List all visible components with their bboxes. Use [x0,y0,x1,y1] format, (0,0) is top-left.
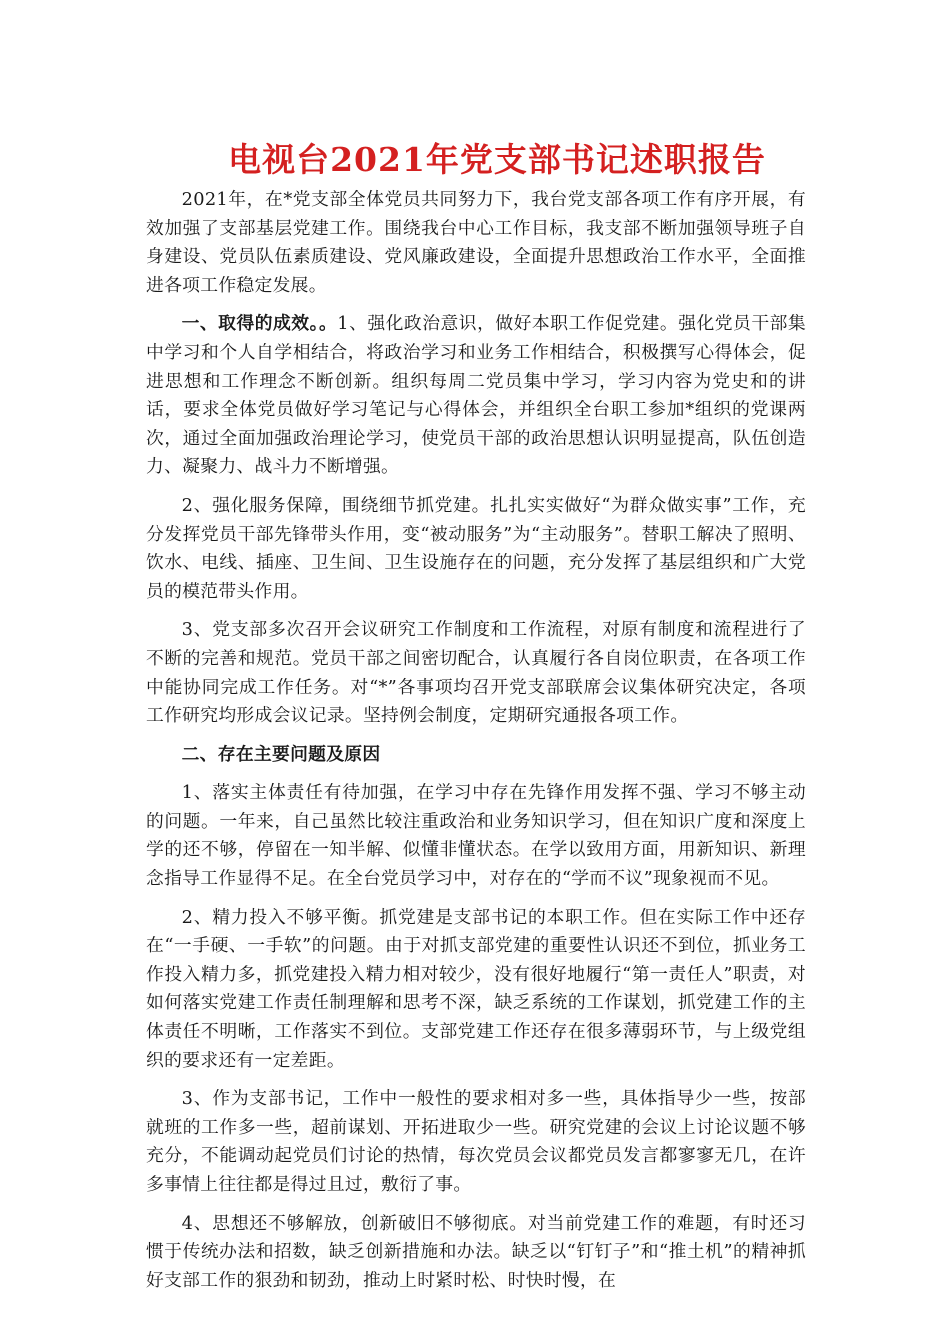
paragraph-service: 2、强化服务保障，围绕细节抓党建。扎扎实实做好“为群众做实事”工作，充分发挥党员干部先锋带头作用，变“被动服务”为“主动服务”。替职工解决了照明、饮水、电线、插座、卫生间、卫生设施存在的问题，充分发挥了基层组织和广大党员的模范带头作用。 [146,494,806,602]
section-heading-problems: 二、存在主要问题及原因 [181,743,381,765]
document-body [146,186,806,1305]
paragraph-system: 3、党支部多次召开会议研究工作制度和工作流程，对原有制度和流程进行了不断的完善和规范。党员干部之间密切配合，认真履行各自岗位职责，在各项工作中能协同完成工作任务。对“*”各事项均召开党支部联席会议集体研究决定，各项工作研究均形成会议记录。坚持例会制度，定期研究通报各项工作。 [146,619,806,727]
section-heading-achievements: 一、取得的成效。。 [181,313,338,335]
paragraph-intro: 2021年，在*党支部全体党员共同努力下，我台党支部各项工作有序开展，有效加强了支部基层党建工作。围绕我台中心工作目标，我支部不断加强领导班子自身建设、党员队伍素质建设、党风廉政建设，全面提升思想政治工作水平，全面推进各项工作稳定发展。 [146,189,806,296]
paragraph-problem-1: 1、落实主体责任有待加强，在学习中存在先锋作用发挥不强、学习不够主动的问题。一年来，自己虽然比较注重政治和业务知识学习，但在知识广度和深度上学的还不够，停留在一知半解、似懂非懂状态。在学以致用方面，用新知识、新理念指导工作显得不足。在全台党员学习中，对存在的“学而不议”现象视而不见。 [146,782,806,890]
document-title: 电视台2021年党支部书记述职报告 [228,140,766,179]
paragraph-problem-4: 4、思想还不够解放，创新破旧不够彻底。对当前党建工作的难题，有时还习惯于传统办法和招数，缺乏创新措施和办法。缺乏以“钉钉子”和“推土机”的精神抓好支部工作的狠劲和韧劲，推动上时紧时松、时快时慢，在 [146,1212,806,1291]
paragraph-achievements-text: 1、强化政治意识，做好本职工作促党建。强化党员干部集中学习和个人自学相结合，将政治学习和业务工作相结合，积极撰写心得体会，促进思想和工作理念不断创新。组织每周二党员集中学习，学习内容为党史和的讲话，要求全体党员做好学习笔记与心得体会，并组织全台职工参加*组织的党课两次，通过全面加强政治理论学习，使党员干部的政治思想认识明显提高，队伍创造力、凝聚力、战斗力不断增强。 [146,313,806,478]
paragraph-problem-3: 3、作为支部书记，工作中一般性的要求相对多一些，具体指导少一些，按部就班的工作多一些，超前谋划、开拓进取少一些。研究党建的会议上讨论议题不够充分，不能调动起党员们讨论的热情，每次党员会议都党员发言都寥寥无几，在许多事情上往往都是得过且过，敷衍了事。 [146,1088,806,1195]
paragraph-problem-2: 2、精力投入不够平衡。抓党建是支部书记的本职工作。但在实际工作中还存在“一手硬、一手软”的问题。由于对抓支部党建的重要性认识还不到位，抓业务工作投入精力多，抓党建投入精力相对较少，没有很好地履行“第一责任人”职责，对如何落实党建工作责任制理解和思考不深，缺乏系统的工作谋划，抓党建工作的主体责任不明晰，工作落实不到位。支部党建工作还存在很多薄弱环节，与上级党组织的要求还有一定差距。 [146,906,806,1071]
paragraph-achievements [146,310,806,482]
